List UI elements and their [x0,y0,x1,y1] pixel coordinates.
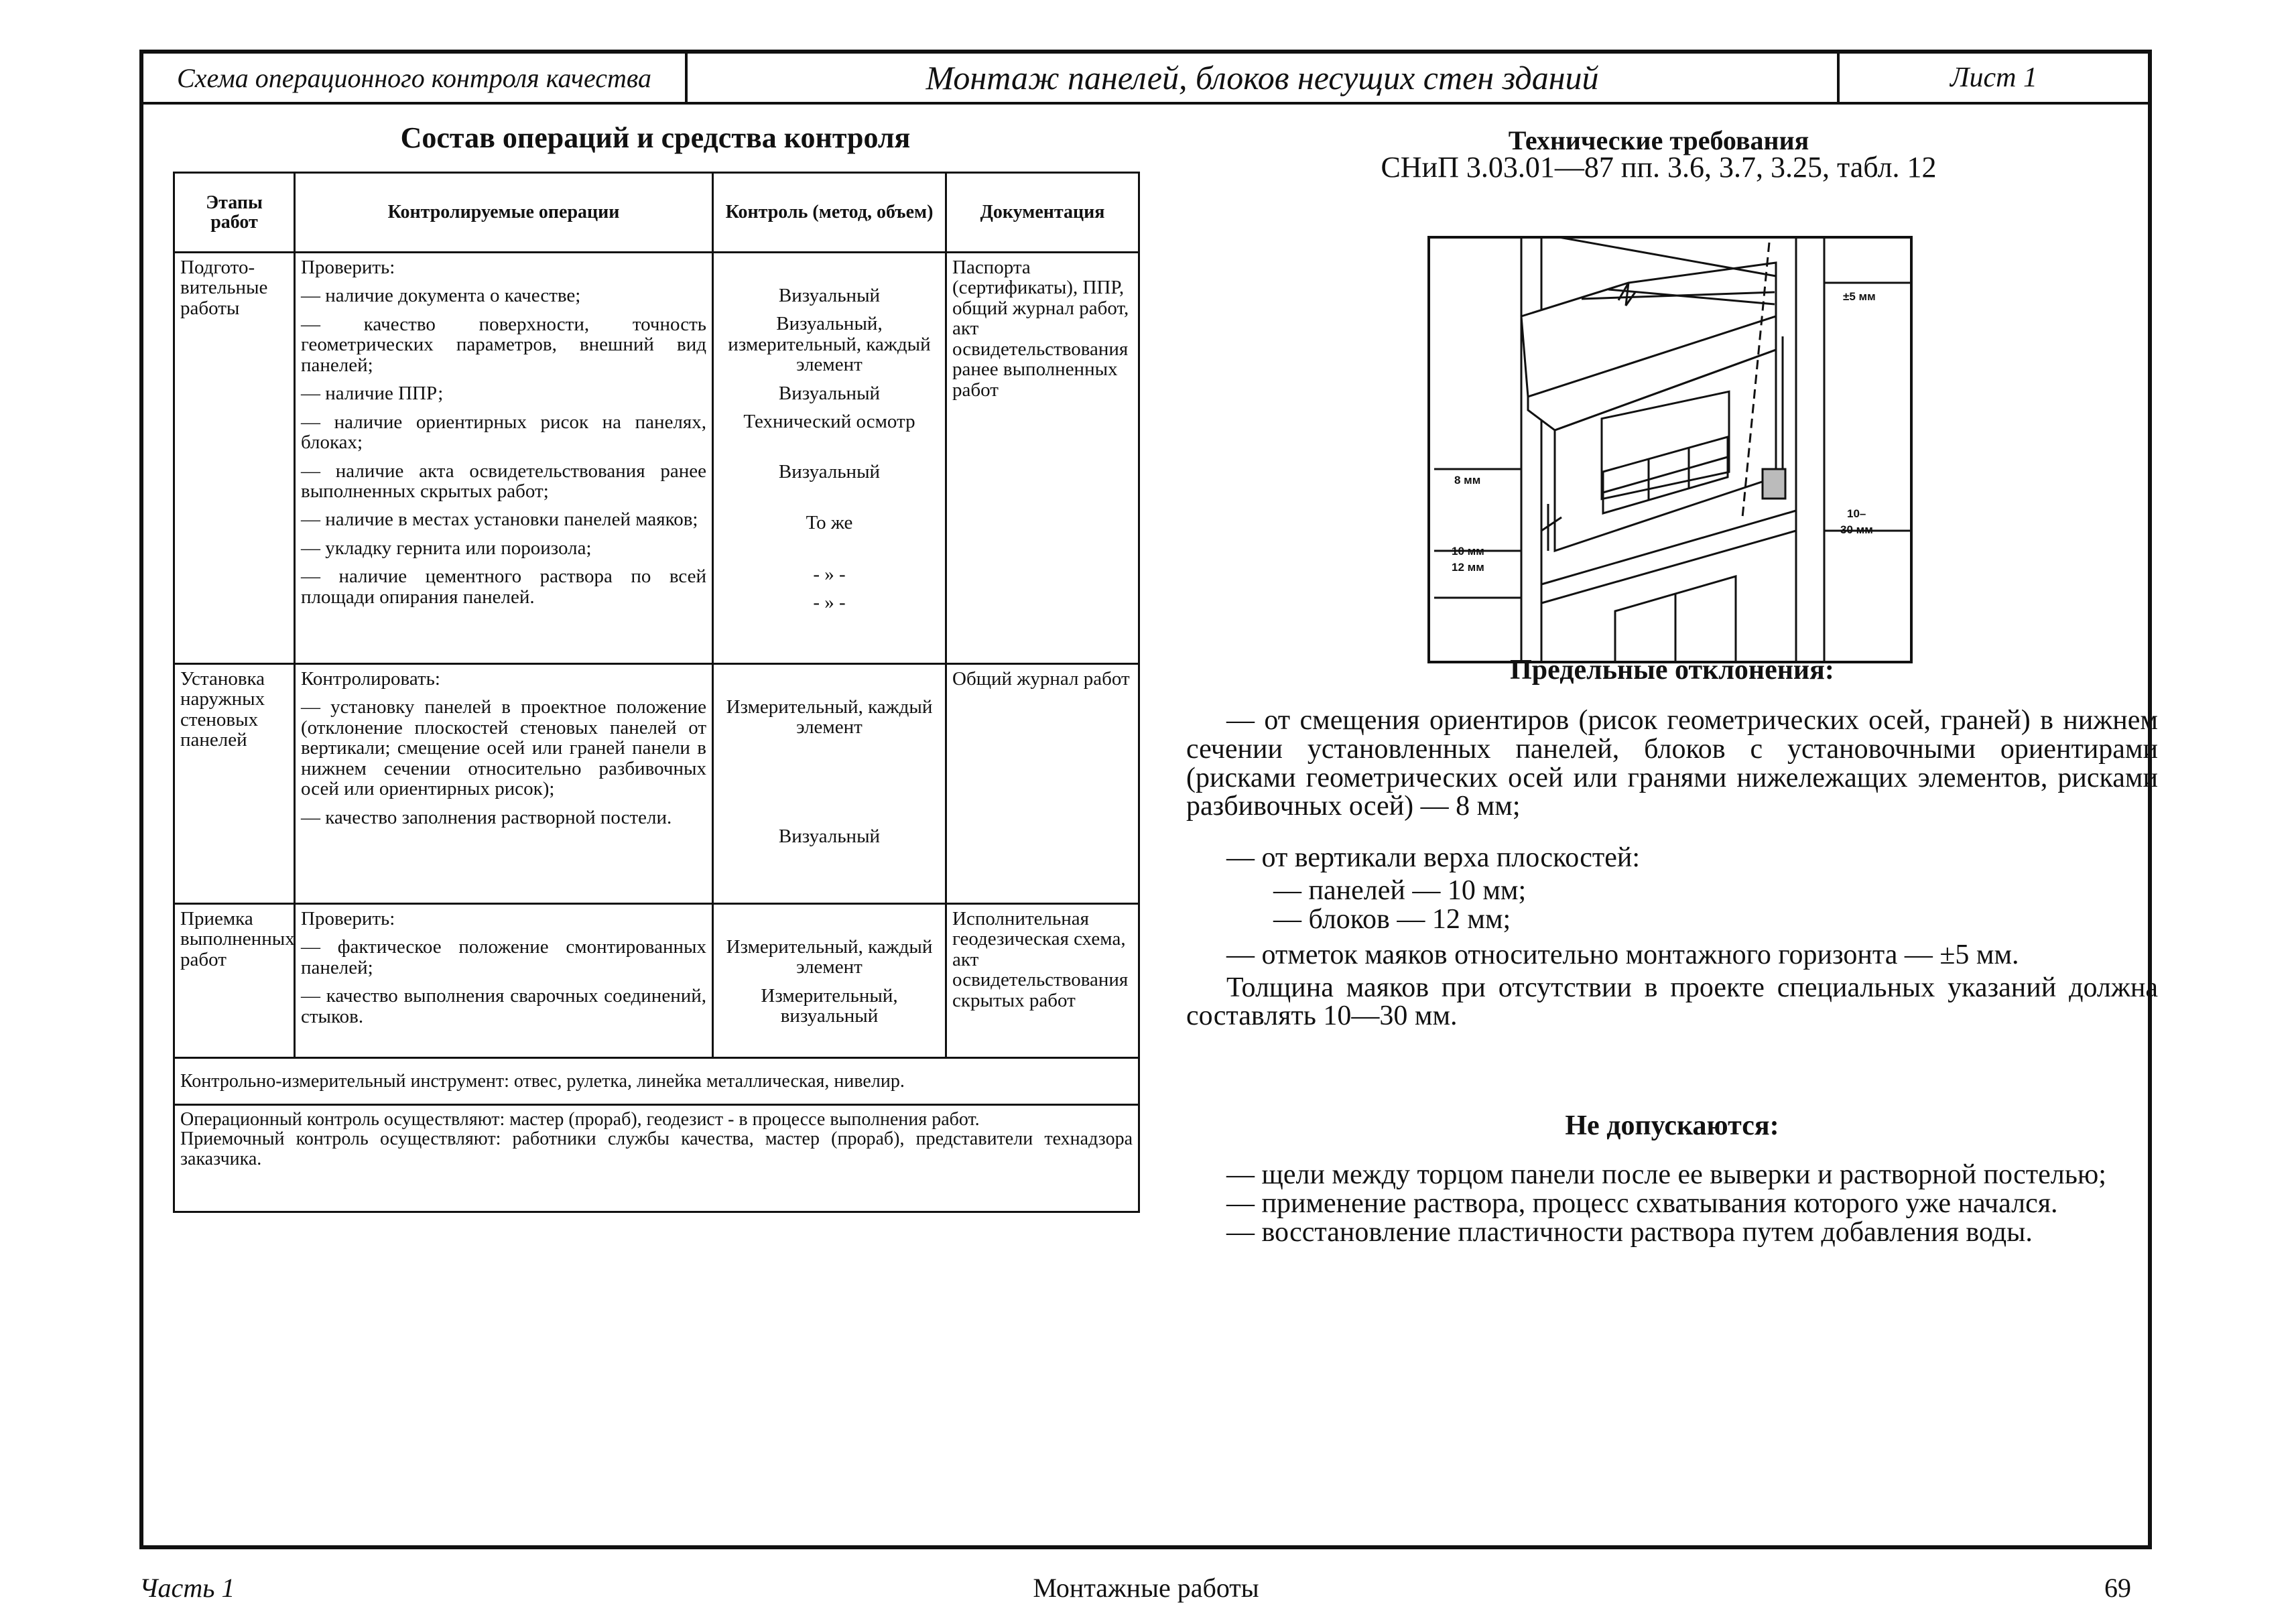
header-title: Монтаж панелей, блоков несущих стен зданий [688,54,1840,102]
forbidden-title: Не допускаются: [1565,1110,1779,1141]
tech-requirements-title: Технические требования [1508,125,1809,155]
forbidden-item: — щели между торцом панели после ее выверки и растворной постелью; [1226,1159,2106,1190]
operations-title: Состав операций и средства контроля [400,121,911,154]
methods-cell [713,904,946,1058]
control-note [174,1105,1139,1212]
footer-section: Монтажные работы [1033,1573,1259,1603]
deviation-subitem: — панелей — 10 мм; [1273,875,1527,907]
header-left: Схема операционного контроля качества [143,54,688,102]
stage-name: Установка наружных стеновых панелей [174,664,295,904]
stage-name: Подгото-вительные работы [174,253,295,664]
label-range-b: 30 мм [1840,523,1873,536]
operations-table [173,172,1140,1213]
tech-requirements-reference: СНиП 3.03.01—87 пп. 3.6, 3.7, 3.25, табл. 12 [1381,151,1937,184]
operations-cell [295,664,713,904]
method-item: Технический осмотр [743,411,915,433]
operations-intro: Контролировать: [301,668,440,690]
table-row-stage2 [174,664,1139,904]
operation-item: — наличие в местах установки панелей маяков; [301,509,698,531]
col-documentation: Документация [946,173,1139,253]
page-number: 69 [2104,1573,2131,1603]
operation-item: — качество поверхности, точность геометрических параметров, внешний вид панелей; [301,313,706,376]
col-stages: Этапы работ [174,173,295,253]
documentation-cell: Паспорта (сертификаты), ППР, общий журнал работ, акт освидетельствования ранее выполненных работ [946,253,1139,664]
label-pm5: ±5 мм [1843,290,1876,303]
table-header-row [174,173,1139,253]
operations-intro: Проверить: [301,257,395,278]
control-note-operational: Операционный контроль осуществляют: мастер (прораб), геодезист - в процессе выполнения работ. [180,1109,980,1130]
forbidden-list [1186,1161,2158,1246]
control-note-acceptance: Приемочный контроль осуществляют: работники службы качества, мастер (прораб), представители технадзора заказчика. [180,1128,1133,1169]
method-item: Визуальный [778,382,881,404]
forbidden-item: — восстановление пластичности раствора путем добавления воды. [1226,1216,2033,1248]
methods-cell [713,253,946,664]
label-8mm: 8 мм [1454,474,1481,486]
operation-item: — наличие документа о качестве; [301,285,581,307]
table-row-instruments [174,1058,1139,1105]
method-item: Визуальный, измерительный, каждый элемент [728,313,931,376]
label-12mm: 12 мм [1452,561,1484,574]
method-item: То же [806,512,853,534]
method-item: Визуальный [778,825,881,847]
table-row-stage3 [174,904,1139,1058]
operation-item: — наличие цементного раствора по всей площади опирания панелей. [301,566,706,608]
deviation-item: — отметок маяков относительно монтажного горизонта — ±5 мм. [1226,939,2019,970]
documentation-cell: Исполнительная геодезическая схема, акт освидетельствования скрытых работ [946,904,1139,1058]
methods-cell [713,664,946,904]
deviation-item: — от смещения ориентиров (рисок геометрических осей, граней) в нижнем сечении установленных панелей, блоков с установочными ориентирами (рисками геометрических осей или гранями нижележащих элементов, рисками разбивочных осей) — 8 мм; [1186,705,2158,822]
deviations-block [1186,706,2158,1031]
operations-cell [295,904,713,1058]
deviation-item: — от вертикали верха плоскостей: [1226,842,1641,874]
method-item: Измерительный, визуальный [761,984,898,1027]
title-block [143,54,2148,105]
operation-item: — наличие ППР; [301,383,444,405]
operation-item: — качество выполнения сварочных соединений, стыков. [301,985,706,1027]
col-operations: Контролируемые операции [295,173,713,253]
deviations-title: Предельные отклонения: [1510,655,1834,686]
operation-item: — укладку гернита или пороизола; [301,537,592,559]
deviation-subitem: — блоков — 12 мм; [1273,903,1511,935]
panel-installation-diagram [1427,236,1913,663]
documentation-cell: Общий журнал работ [946,664,1139,904]
method-item: Визуальный [778,460,881,482]
operations-intro: Проверить: [301,908,395,929]
col-control: Контроль (метод, объем) [713,173,946,253]
method-item: Измерительный, каждый элемент [726,696,933,738]
operation-item: — фактическое положение смонтированных панелей; [301,936,706,978]
instruments-note: Контрольно-измерительный инструмент: отвес, рулетка, линейка металлическая, нивелир. [174,1058,1139,1105]
operation-item: — качество заполнения растворной постели. [301,806,672,828]
method-item: Визуальный [778,285,881,306]
method-item: - » - [813,563,846,585]
operation-item: — установку панелей в проектное положение (отклонение плоскостей стеновых панелей от вертикали; смещение осей или граней панели в нижнем сечении относительно разбивочных осей или ориентирных рисок); [301,696,706,800]
table-row-stage1 [174,253,1139,664]
header-sheet: Лист 1 [1950,62,2037,93]
footer-part: Часть 1 [139,1573,235,1603]
table-row-control [174,1105,1139,1212]
operation-item: — наличие акта освидетельствования ранее выполненных скрытых работ; [301,460,706,502]
operation-item: — наличие ориентирных рисок на панелях, блоках; [301,411,706,454]
forbidden-item: — применение раствора, процесс схватывания которого уже начался. [1226,1187,2058,1219]
label-range-a: 10– [1847,507,1866,520]
operations-cell [295,253,713,664]
stage-name: Приемка выполненных работ [174,904,295,1058]
method-item: - » - [813,591,846,613]
method-item: Измерительный, каждый элемент [726,936,933,978]
thickness-note: Толщина маяков при отсутствии в проекте специальных указаний должна составлять 10—30 мм. [1186,972,2158,1032]
label-10mm: 10 мм [1452,545,1484,558]
